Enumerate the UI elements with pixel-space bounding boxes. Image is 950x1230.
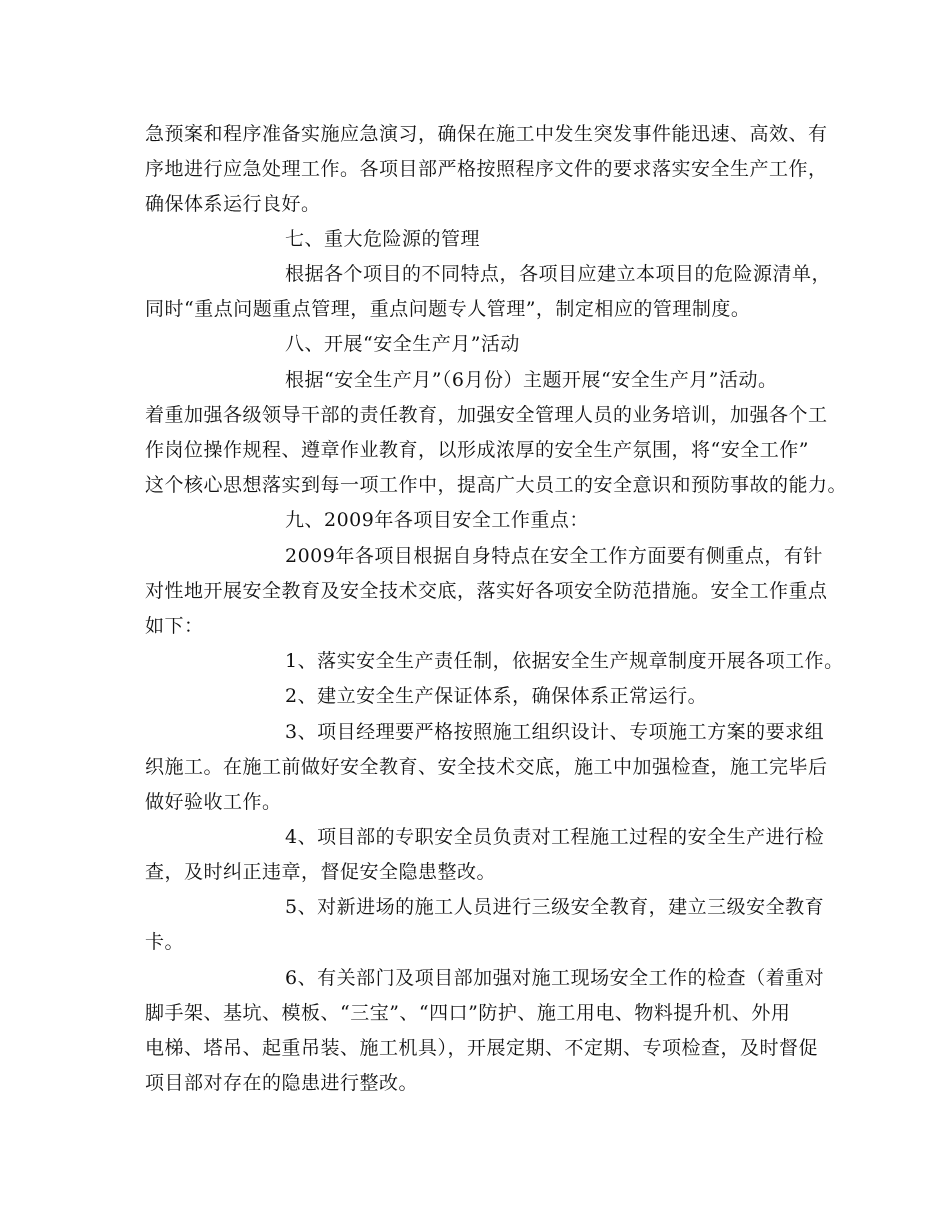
text-line: 电梯、塔吊、起重吊装、施工机具），开展定期、不定期、专项检查，及时督促	[145, 1037, 819, 1059]
text-line: 对性地开展安全教育及安全技术交底，落实好各项安全防范措施。安全工作重点	[145, 580, 828, 602]
section-heading: 八、开展“安全生产月”活动	[285, 333, 520, 355]
text-line: 如下：	[145, 615, 204, 637]
text-line: 根据“安全生产月”（6月份）主题开展“安全生产月”活动。	[285, 369, 778, 391]
list-item: 1、落实安全生产责任制，依据安全生产规章制度开展各项工作。	[285, 650, 844, 672]
text-line: 脚手架、基坑、模板、“三宝”、“四口”防护、施工用电、物料提升机、外用	[145, 1002, 791, 1024]
list-item: 3、项目经理要严格按照施工组织设计、专项施工方案的要求组	[285, 721, 825, 743]
text-line: 查，及时纠正违章，督促安全隐患整改。	[145, 861, 497, 883]
text-line: 卡。	[145, 931, 185, 953]
text-line: 急预案和程序准备实施应急演习，确保在施工中发生突发事件能迅速、高效、有	[145, 123, 828, 145]
text-line: 织施工。在施工前做好安全教育、安全技术交底，施工中加强检查，施工完毕后	[145, 756, 828, 778]
text-line: 项目部对存在的隐患进行整改。	[145, 1072, 419, 1094]
list-item: 2、建立安全生产保证体系，确保体系正常运行。	[285, 685, 708, 707]
text-line: 同时“重点问题重点管理，重点问题专人管理”，制定相应的管理制度。	[145, 298, 751, 320]
list-item: 4、项目部的专职安全员负责对工程施工过程的安全生产进行检	[285, 826, 825, 848]
section-heading: 七、重大危险源的管理	[285, 228, 481, 250]
text-line: 做好验收工作。	[145, 791, 282, 813]
section-heading: 九、2009年各项目安全工作重点：	[285, 509, 589, 531]
text-line: 作岗位操作规程、遵章作业教育，以形成浓厚的安全生产氛围，将“安全工作”	[145, 439, 809, 461]
list-item: 5、对新进场的施工人员进行三级安全教育，建立三级安全教育	[285, 896, 825, 918]
text-line: 确保体系运行良好。	[145, 193, 321, 215]
text-line: 这个核心思想落实到每一项工作中，提高广大员工的安全意识和预防事故的能力。	[145, 474, 848, 496]
text-line: 根据各个项目的不同特点，各项目应建立本项目的危险源清单，	[285, 263, 832, 285]
text-line: 着重加强各级领导干部的责任教育，加强安全管理人员的业务培训，加强各个工	[145, 404, 828, 426]
text-line: 2009年各项目根据自身特点在安全工作方面要有侧重点，有针	[285, 545, 823, 567]
text-line: 序地进行应急处理工作。各项目部严格按照程序文件的要求落实安全生产工作，	[145, 158, 828, 180]
list-item: 6、有关部门及项目部加强对施工现场安全工作的检查（着重对	[285, 967, 825, 989]
